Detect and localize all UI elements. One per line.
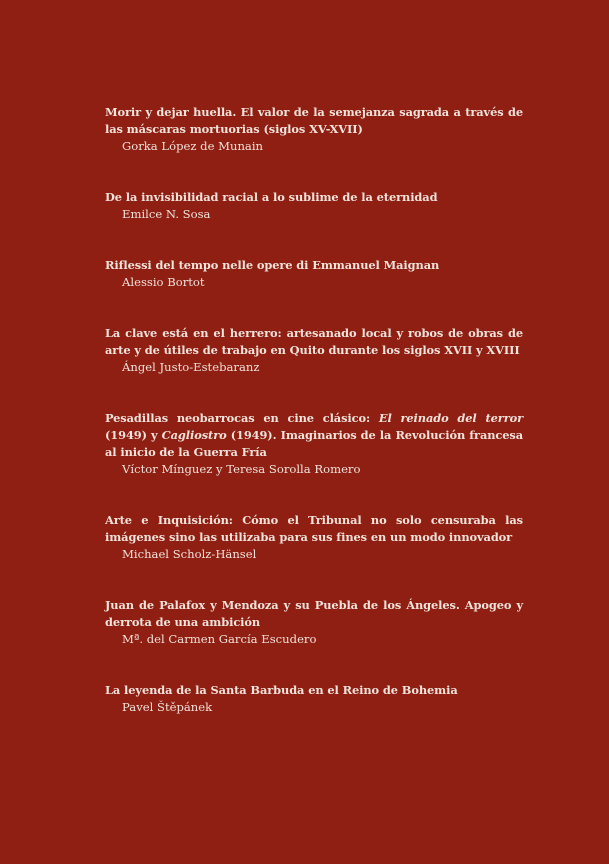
toc-entry [105,257,523,291]
title-text: Morir y dejar huella. El valor de la semejanza sagrada a través de las máscaras mortuorias (siglos XV-XVII) [105,105,523,136]
article-title[interactable] [105,104,523,138]
title-text: Riflessi del tempo nelle opere di Emmanuel Maignan [105,258,440,272]
table-of-contents [105,104,523,750]
toc-entry [105,189,523,223]
article-title[interactable] [105,410,523,461]
title-text: De la invisibilidad racial a lo sublime de la eternidad [105,190,438,204]
toc-entry [105,104,523,155]
title-text: Pesadillas neobarrocas en cine clásico: [105,411,379,425]
film-title: Cagliostro [161,428,227,442]
article-author: Alessio Bortot [122,275,205,289]
toc-entry [105,682,523,716]
toc-entry [105,597,523,648]
article-author: Michael Scholz-Hänsel [122,547,257,561]
article-author: Mª. del Carmen García Escudero [122,632,317,646]
toc-entry [105,410,523,478]
article-title[interactable] [105,257,523,274]
article-author: Pavel Štěpánek [122,700,213,714]
title-text: (1949). Imaginarios de la Revolución francesa al inicio de la Guerra Fría [105,428,523,459]
title-text: (1949) y [105,428,162,442]
title-text: La leyenda de la Santa Barbuda en el Reino de Bohemia [105,683,458,697]
article-author: Víctor Mínguez y Teresa Sorolla Romero [122,462,361,476]
article-title[interactable] [105,325,523,359]
article-title[interactable] [105,597,523,631]
article-author: Emilce N. Sosa [122,207,211,221]
toc-entry [105,512,523,563]
article-author: Ángel Justo-Estebaranz [122,360,260,374]
title-text: La clave está en el herrero: artesanado local y robos de obras de arte y de útiles de trabajo en Quito durante los siglos XVII y XVIII [105,326,523,357]
toc-entry [105,325,523,376]
title-text: Arte e Inquisición: Cómo el Tribunal no solo censuraba las imágenes sino las utilizaba para sus fines en un modo innovador [105,513,523,544]
article-title[interactable] [105,189,523,206]
article-title[interactable] [105,682,523,699]
title-text: Juan de Palafox y Mendoza y su Puebla de los Ángeles. Apogeo y derrota de una ambición [105,598,523,629]
article-title[interactable] [105,512,523,546]
film-title: El reinado del terror [378,411,523,425]
article-author: Gorka López de Munain [122,139,264,153]
